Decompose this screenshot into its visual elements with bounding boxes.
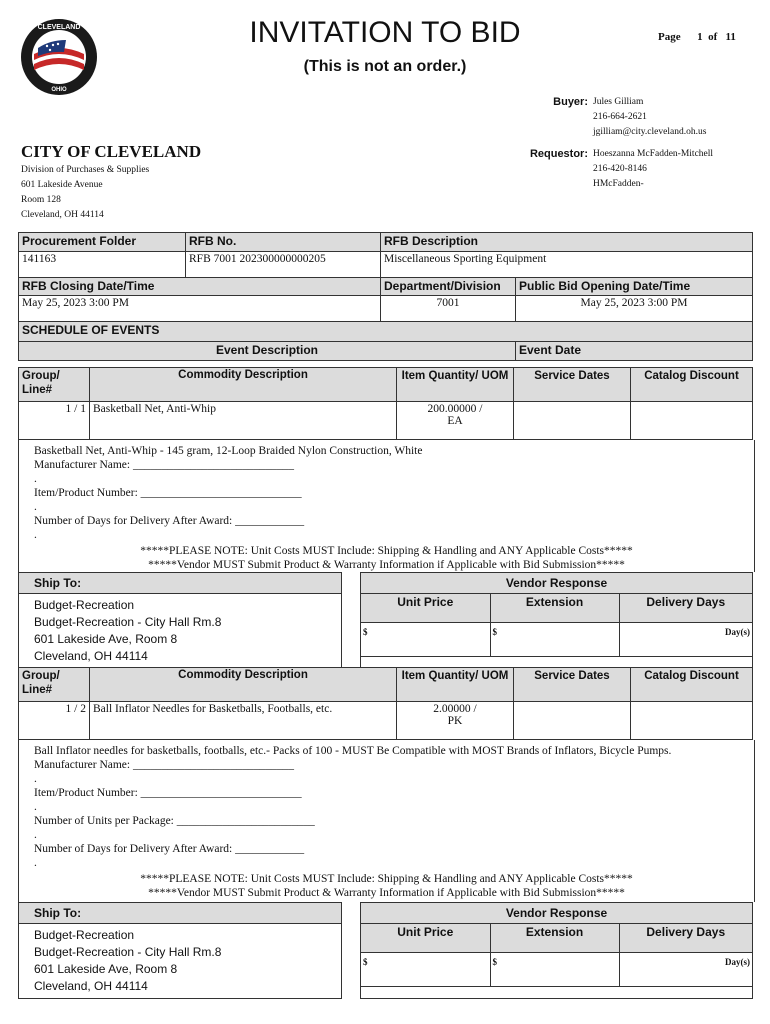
page-of: of [708,31,718,43]
ship-to-label: Ship To: [19,903,341,924]
col-catalog: Catalog Discount [631,668,753,702]
item-qty-value: 200.00000 / [427,403,483,415]
item-line: 1 / 2 [19,702,90,740]
field-delivery-days[interactable]: Number of Days for Delivery After Award: ____________ [34,515,305,527]
vendor-response-label: Vendor Response [361,573,752,594]
page-number: 1 [697,31,703,43]
rfb-no-value: RFB 7001 202300000000205 [186,252,381,278]
buyer-phone: 216-664-2621 [593,112,647,122]
field-manufacturer[interactable]: Manufacturer Name: ____________________________ [34,459,294,471]
item-uom: EA [447,415,463,427]
requestor-name: Hoeszanna McFadden-Mitchell [593,149,714,159]
vendor-response-grid [361,924,752,987]
vendor-response-label: Vendor Response [361,903,752,924]
dot: . [34,773,37,785]
page-label: Page [658,31,681,43]
item-2-description [18,740,755,902]
item-1-description [18,440,755,572]
delivery-days-input[interactable]: Day(s) [619,622,752,656]
requestor-email[interactable]: HMcFadden- [593,179,644,189]
buyer-email[interactable]: jgilliam@city.cleveland.oh.us [593,127,707,137]
buyer-label: Buyer: [553,96,588,108]
org-name: CITY OF CLEVELAND [21,142,202,161]
dot: . [34,501,37,513]
unit-price-header: Unit Price [361,594,490,622]
org-line: Room 128 [21,195,61,205]
requestor-label: Requestor: [529,148,588,160]
item-qty [397,702,514,740]
ship-to-label: Ship To: [19,573,341,594]
dot: . [34,529,37,541]
page-counter [658,31,736,43]
info-table [18,232,753,361]
field-item-number[interactable]: Item/Product Number: ____________________________ [34,787,302,799]
item-uom: PK [447,715,463,727]
ship-line: Budget-Recreation - City Hall Rm.8 [34,615,222,629]
unit-price-header: Unit Price [361,924,490,952]
item-service-dates [514,402,631,440]
dept-header: Department/Division [381,278,516,296]
col-group: Group/ Line# [19,668,90,702]
extension-input[interactable]: $ [490,952,619,986]
field-units-per-package[interactable]: Number of Units per Package: ________________________ [34,815,315,827]
ship-to-section [19,903,342,999]
rfb-desc-value: Miscellaneous Sporting Equipment [381,252,753,278]
procurement-folder-value: 141163 [19,252,186,278]
page-total: 11 [725,31,736,43]
event-desc-header: Event Description [19,342,516,361]
item-catalog-discount [631,702,753,740]
extension-header: Extension [490,924,619,952]
closing-header: RFB Closing Date/Time [19,278,381,296]
item-commodity: Ball Inflator Needles for Basketballs, Footballs, etc. [90,702,397,740]
ship-to-section [19,573,342,669]
dot: . [34,829,37,841]
vendor-response-grid [361,594,752,657]
col-qty: Item Quantity/ UOM [397,668,514,702]
dot: . [34,857,37,869]
col-service: Service Dates [514,668,631,702]
requestor-info [593,147,713,192]
field-item-number[interactable]: Item/Product Number: ____________________________ [34,487,302,499]
org-line: Cleveland, OH 44114 [21,210,104,220]
item-qty [397,402,514,440]
procurement-folder-header: Procurement Folder [19,233,186,252]
unit-price-input[interactable]: $ [361,622,490,656]
item-desc: Basketball Net, Anti-Whip - 145 gram, 12-Loop Braided Nylon Construction, White [34,445,423,457]
dept-value: 7001 [381,296,516,322]
vendor-response-section [361,903,753,999]
col-service: Service Dates [514,368,631,402]
ship-line: Cleveland, OH 44114 [34,979,148,993]
field-manufacturer[interactable]: Manufacturer Name: ____________________________ [34,759,294,771]
schedule-header: SCHEDULE OF EVENTS [19,322,753,342]
svg-text:OHIO: OHIO [51,87,67,93]
document-title: INVITATION TO BID [249,16,521,49]
col-commodity: Commodity Description [90,368,397,402]
item-commodity: Basketball Net, Anti-Whip [90,402,397,440]
note-unit-costs: *****PLEASE NOTE: Unit Costs MUST Include: Shipping & Handling and ANY Applicable Costs***** [140,545,633,557]
note-warranty: *****Vendor MUST Submit Product & Warranty Information if Applicable with Bid Submission***** [148,887,625,899]
document-subtitle: (This is not an order.) [303,58,467,75]
opening-header: Public Bid Opening Date/Time [516,278,753,296]
note-unit-costs: *****PLEASE NOTE: Unit Costs MUST Include: Shipping & Handling and ANY Applicable Costs***** [140,873,633,885]
closing-value: May 25, 2023 3:00 PM [19,296,381,322]
org-address [21,163,149,223]
unit-price-input[interactable]: $ [361,952,490,986]
item-desc: Ball Inflator needles for basketballs, footballs, etc.- Packs of 100 - MUST Be Compatible with MOST Brands of Inflators, Bicycle Pumps. [34,745,672,757]
field-delivery-days[interactable]: Number of Days for Delivery After Award: ____________ [34,843,305,855]
item-qty-value: 2.00000 / [433,703,477,715]
buyer-name: Jules Gilliam [593,97,644,107]
item-catalog-discount [631,402,753,440]
item-1-ship-vendor [18,572,753,669]
col-catalog: Catalog Discount [631,368,753,402]
svg-text:CLEVELAND: CLEVELAND [37,24,81,31]
org-line: 601 Lakeside Avenue [21,180,103,190]
ship-line: 601 Lakeside Ave, Room 8 [34,962,178,976]
col-qty: Item Quantity/ UOM [397,368,514,402]
delivery-days-input[interactable]: Day(s) [619,952,752,986]
ship-line: Budget-Recreation [34,928,135,942]
rfb-desc-header: RFB Description [381,233,753,252]
note-warranty: *****Vendor MUST Submit Product & Warranty Information if Applicable with Bid Submission***** [148,559,625,571]
extension-input[interactable]: $ [490,622,619,656]
item-service-dates [514,702,631,740]
item-line: 1 / 1 [19,402,90,440]
ship-line: Budget-Recreation - City Hall Rm.8 [34,945,222,959]
delivery-days-header: Delivery Days [619,594,752,622]
col-commodity: Commodity Description [90,668,397,702]
ship-line: Cleveland, OH 44114 [34,649,148,663]
col-group: Group/ Line# [19,368,90,402]
vendor-response-section [361,573,753,669]
requestor-phone: 216-420-8146 [593,164,647,174]
rfb-no-header: RFB No. [186,233,381,252]
item-2-table [18,667,753,740]
ship-line: Budget-Recreation [34,598,135,612]
opening-value: May 25, 2023 3:00 PM [516,296,753,322]
dot: . [34,801,37,813]
extension-header: Extension [490,594,619,622]
buyer-info [593,95,706,140]
dot: . [34,473,37,485]
ship-line: 601 Lakeside Ave, Room 8 [34,632,178,646]
item-1-table [18,367,753,440]
org-line: Division of Purchases & Supplies [21,165,150,175]
item-2-ship-vendor [18,902,753,999]
event-date-header: Event Date [516,342,753,361]
delivery-days-header: Delivery Days [619,924,752,952]
